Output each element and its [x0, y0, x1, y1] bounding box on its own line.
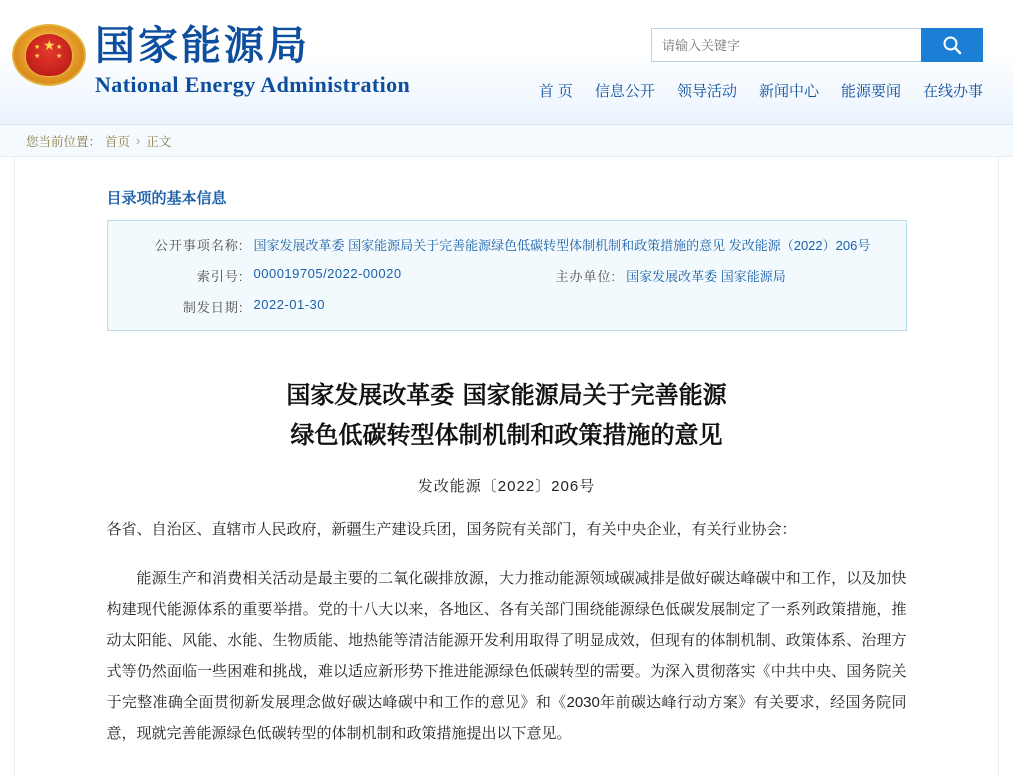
site-title	[95, 22, 410, 98]
breadcrumb	[0, 125, 1013, 157]
document-paragraph: 能源生产和消费相关活动是最主要的二氧化碳排放源，大力推动能源领域碳减排是做好碳达峰碳中和工作，以及加快构建现代能源体系的重要举措。党的十八大以来，各地区、各有关部门围绕能源绿色低碳发展制定了一系列政策措施，推动太阳能、风能、水能、生物质能、地热能等清洁能源开发利用取得了明显成效，但现有的体制机制、政策体系、治理方式等仍然面临一些困难和挑战，难以适应新形势下推进能源绿色低碳转型的需要。为深入贯彻落实《中共中央、国务院关于完整准确全面贯彻新发展理念做好碳达峰碳中和工作的意见》和《2030年前碳达峰行动方案》有关要求，经国务院同意，现就完善能源绿色低碳转型的体制机制和政策措施提出以下意见。	[106, 570, 907, 742]
content-panel	[14, 157, 999, 777]
search-bar	[651, 28, 983, 62]
nav-item-leader-activities[interactable]: 领导活动	[676, 83, 737, 100]
search-input[interactable]	[651, 28, 921, 62]
metadata-label-index: 索引号:	[196, 269, 244, 284]
metadata-cell-index	[126, 266, 556, 285]
nav-item-online-services[interactable]: 在线办事	[922, 83, 983, 100]
site-title-cn: 国家能源局	[95, 23, 310, 69]
metadata-row-date	[126, 297, 888, 316]
nav-item-home[interactable]: 首 页	[538, 83, 573, 100]
content-inner	[107, 187, 907, 749]
document-title	[107, 375, 907, 455]
search-icon	[941, 34, 963, 56]
breadcrumb-label: 您当前位置：	[26, 134, 102, 149]
search-button[interactable]	[921, 28, 983, 62]
metadata-value-org: 国家发展改革委 国家能源局	[626, 269, 786, 284]
metadata-label-org: 主办单位:	[555, 269, 617, 284]
metadata-label-date: 制发日期:	[182, 300, 244, 315]
metadata-value-date: 2022-01-30	[253, 297, 325, 312]
national-emblem-icon: ★ ★ ★ ★ ★	[12, 18, 86, 92]
document-title-line2: 绿色低碳转型体制机制和政策措施的意见	[290, 421, 723, 449]
nav-item-news-center[interactable]: 新闻中心	[758, 83, 819, 100]
site-header	[0, 0, 1013, 125]
metadata-label-name: 公开事项名称:	[154, 238, 244, 253]
breadcrumb-item-current[interactable]: 正文	[146, 134, 172, 149]
metadata-value-index: 000019705/2022-00020	[253, 266, 402, 281]
breadcrumb-item-home[interactable]: 首页	[105, 134, 131, 149]
metadata-cell-org	[556, 266, 786, 285]
document-title-line1: 国家发展改革委 国家能源局关于完善能源	[286, 381, 727, 409]
main-nav	[539, 80, 983, 101]
section-title: 目录项的基本信息	[106, 190, 227, 207]
metadata-box	[107, 220, 907, 331]
document-salutation: 各省、自治区、直辖市人民政府，新疆生产建设兵团，国务院有关部门，有关中央企业，有关行业协会：	[106, 521, 797, 538]
nav-item-info-disclosure[interactable]: 信息公开	[594, 83, 655, 100]
metadata-row-index-org	[126, 266, 888, 285]
breadcrumb-separator-icon: ›	[136, 133, 141, 148]
site-title-en: National Energy Administration	[95, 72, 411, 97]
metadata-row-name	[126, 235, 888, 254]
document-number: 发改能源〔2022〕206号	[417, 478, 596, 495]
metadata-value-name: 国家发展改革委 国家能源局关于完善能源绿色低碳转型体制机制和政策措施的意见 发改能源（2022）206号	[253, 238, 871, 253]
nav-item-energy-news[interactable]: 能源要闻	[840, 83, 901, 100]
